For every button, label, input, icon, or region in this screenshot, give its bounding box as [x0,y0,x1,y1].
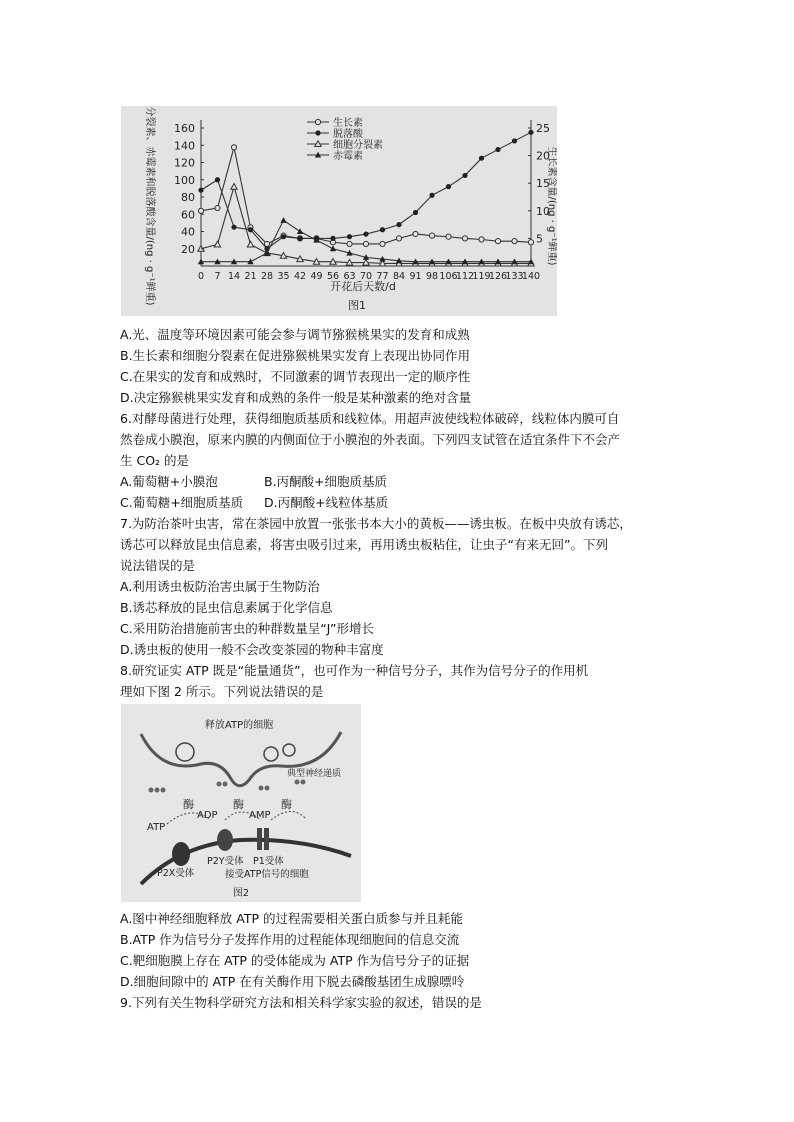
x-tick-label: 91 [409,271,422,282]
option-line: C.靶细胞膜上存在 ATP 的受体能成为 ATP 作为信号分子的证据 [120,953,470,968]
legend-label: 细胞分裂素 [333,140,383,151]
data-point [281,234,286,239]
right-axis-label: 生长素含量/(ng · g⁻¹鲜重) [546,146,557,266]
receive-cell-label: 接受ATP信号的细胞 [225,869,309,880]
q6-options-row [120,492,680,513]
data-point [528,130,533,135]
data-point [347,241,352,246]
data-point [512,138,517,143]
option: B.丙酮酸+细胞质基质 [264,474,388,489]
y-left-tick-label: 140 [174,139,195,153]
data-point [214,241,220,247]
neurotransmitter-label: 典型神经递质 [287,769,342,779]
question-line: 理如下图 2 所示。下列说法错误的是 [120,684,324,699]
option: C.葡萄糖+细胞质基质 [120,495,244,510]
legend-label: 赤霉素 [333,151,363,162]
data-point [462,236,467,241]
option-line: D.细胞间隙中的 ATP 在有关酶作用下脱去磷酸基团生成腺嘌呤 [120,974,465,989]
p1-label: P1受体 [253,856,284,867]
data-point [495,239,500,244]
x-tick-label: 7 [214,271,221,282]
x-tick-label: 133 [505,271,524,282]
data-point [315,130,320,135]
x-tick-label: 14 [227,271,241,282]
y-left-tick-label: 100 [174,173,195,187]
data-point [446,234,451,239]
data-point [462,173,467,178]
data-point [198,188,203,193]
x-tick-label: 56 [326,271,340,282]
data-point [264,241,269,246]
question-line: 9.下列有关生物科学研究方法和相关科学家实验的叙述，错误的是 [120,995,482,1010]
option-line: B.诱芯释放的昆虫信息素属于化学信息 [120,600,333,615]
data-point [479,237,484,242]
y-left-tick-label: 20 [181,242,195,256]
y-left-tick-label: 120 [174,156,195,170]
question-line: 生 CO₂ 的是 [120,453,190,468]
data-point [248,227,253,232]
x-tick-label: 77 [376,271,389,282]
option-line: A.利用诱虫板防治害虫属于生物防治 [120,579,320,594]
question-text-a [120,324,680,702]
option-line: C.采用防治措施前害虫的种群数量呈“J”形增长 [120,621,374,636]
x-tick-label: 63 [343,271,356,282]
question-text-c [120,908,680,1013]
y-right-tick-label: 15 [536,177,550,191]
option: D.丙酮酸+线粒体基质 [264,495,389,510]
option-line: D.诱虫板的使用一般不会改变茶园的物种丰富度 [120,642,384,657]
y-right-tick-label: 25 [536,122,550,135]
data-point [198,208,203,213]
atp-label: ATP [147,822,166,833]
data-point [231,183,237,189]
release-cell-label: 释放ATP的细胞 [204,720,274,731]
left-axis-label: 细胞分裂素、赤霉素和脱落酸含量/(ng · g⁻¹鲜重) [144,106,155,306]
option: A.葡萄糖+小膜泡 [120,474,218,489]
question-line: 诱芯可以释放昆虫信息素，将害虫吸引过来，再用诱虫板粘住，让虫子“有来无回”。下列 [120,537,608,552]
p2x-receptor [172,842,190,866]
data-point [280,217,286,223]
y-left-tick-label: 40 [181,225,195,239]
legend-label: 生长素 [333,118,363,129]
data-point [396,222,401,227]
data-point [347,234,352,239]
atp-signal-diagram [121,704,361,902]
data-point [363,241,368,246]
data-point [429,193,434,198]
q6-options-row [120,471,680,492]
atp-molecules [149,780,306,793]
p1-receptor [264,828,269,850]
y-left-tick-label: 80 [181,191,195,204]
chart-legend [307,116,383,162]
x-tick-label: 98 [425,271,439,282]
enzyme-label-3: 酶 [281,798,292,811]
data-point [396,236,401,241]
option-line: A.光、温度等环境因素可能会参与调节猕猴桃果实的发育和成熟 [120,327,470,342]
data-point [297,236,302,241]
x-tick-label: 119 [472,271,491,282]
question-line: 6.对酵母菌进行处理，获得细胞质基质和线粒体。用超声波使线粒体破碎，线粒体内膜可自 [120,411,620,426]
data-point [446,184,451,189]
question-line: 说法错误的是 [120,558,196,573]
enzyme-label-1: 酶 [183,798,194,811]
x-tick-label: 112 [455,271,475,282]
x-tick-label: 49 [310,271,323,282]
figure-1-caption: 图1 [348,299,366,312]
x-axis-label: 开花后天数/d [330,280,396,293]
vesicle [176,743,194,761]
data-point [429,233,434,238]
x-tick-label: 106 [439,271,458,282]
data-point [330,236,335,241]
y-left-tick-label: 160 [174,122,195,135]
legend-label: 脱落酸 [333,129,363,140]
data-point [528,240,533,245]
data-point [380,227,385,232]
x-tick-label: 21 [244,271,257,282]
enzyme-label-2: 酶 [233,798,244,811]
data-point [215,205,220,210]
data-point [479,156,484,161]
adp-label: ADP [197,810,218,821]
vesicle [283,744,295,756]
option-line: D.决定猕猴桃果实发育和成熟的条件一般是某种激素的绝对含量 [120,390,472,405]
data-point [297,228,303,234]
reaction-arrows [167,811,305,824]
data-point [315,119,320,124]
data-point [413,210,418,215]
p1-receptor [257,828,262,850]
x-tick-label: 70 [359,271,373,282]
y-right-tick-label: 20 [536,149,550,163]
y-right-tick-label: 10 [536,204,550,218]
x-tick-label: 42 [293,271,307,282]
y-right-tick-label: 5 [536,232,543,246]
option-line: A.图中神经细胞释放 ATP 的过程需要相关蛋白质参与并且耗能 [120,911,464,926]
x-tick-label: 28 [260,271,274,282]
data-point [264,250,270,256]
option-line: C.在果实的发育和成熟时，不同激素的调节表现出一定的顺序性 [120,369,471,384]
data-point [231,145,236,150]
question-line: 7.为防治茶叶虫害，常在茶园中放置一张张书本大小的黄板——诱虫板。在板中央放有诱芯， [120,516,632,531]
x-tick-label: 0 [197,271,205,282]
y-left-tick-label: 60 [181,208,195,222]
p2x-label: P2X受体 [157,868,195,879]
figure-1 [121,106,557,316]
amp-label: AMP [249,810,271,821]
option-line: B.ATP 作为信号分子发挥作用的过程能体现细胞间的信息交流 [120,932,460,947]
data-point [413,231,418,236]
data-point [495,147,500,152]
p2y-label: P2Y受体 [207,856,244,867]
figure-2-caption: 图2 [232,888,250,899]
hormone-line-chart [121,106,557,316]
p2y-receptor [217,829,233,851]
x-tick-label: 140 [521,271,541,282]
data-point [231,225,236,230]
data-point [380,241,385,246]
x-tick-label: 126 [488,271,508,282]
x-tick-label: 35 [277,271,290,282]
question-line: 8.研究证实 ATP 既是“能量通货”，也可作为一种信号分子，其作为信号分子的作用机 [120,663,589,678]
data-point [363,231,368,236]
figure-2 [121,704,361,902]
question-line: 然卷成小膜泡，原来内膜的内侧面位于小膜泡的外表面。下列四支试管在适宜条件下不会产 [120,432,621,447]
data-point [215,177,220,182]
data-point [330,246,336,252]
vesicle [264,747,278,761]
data-point [512,239,517,244]
option-line: B.生长素和细胞分裂素在促进猕猴桃果实发育上表现出协同作用 [120,348,471,363]
data-point [247,241,253,247]
x-tick-label: 84 [392,271,406,282]
